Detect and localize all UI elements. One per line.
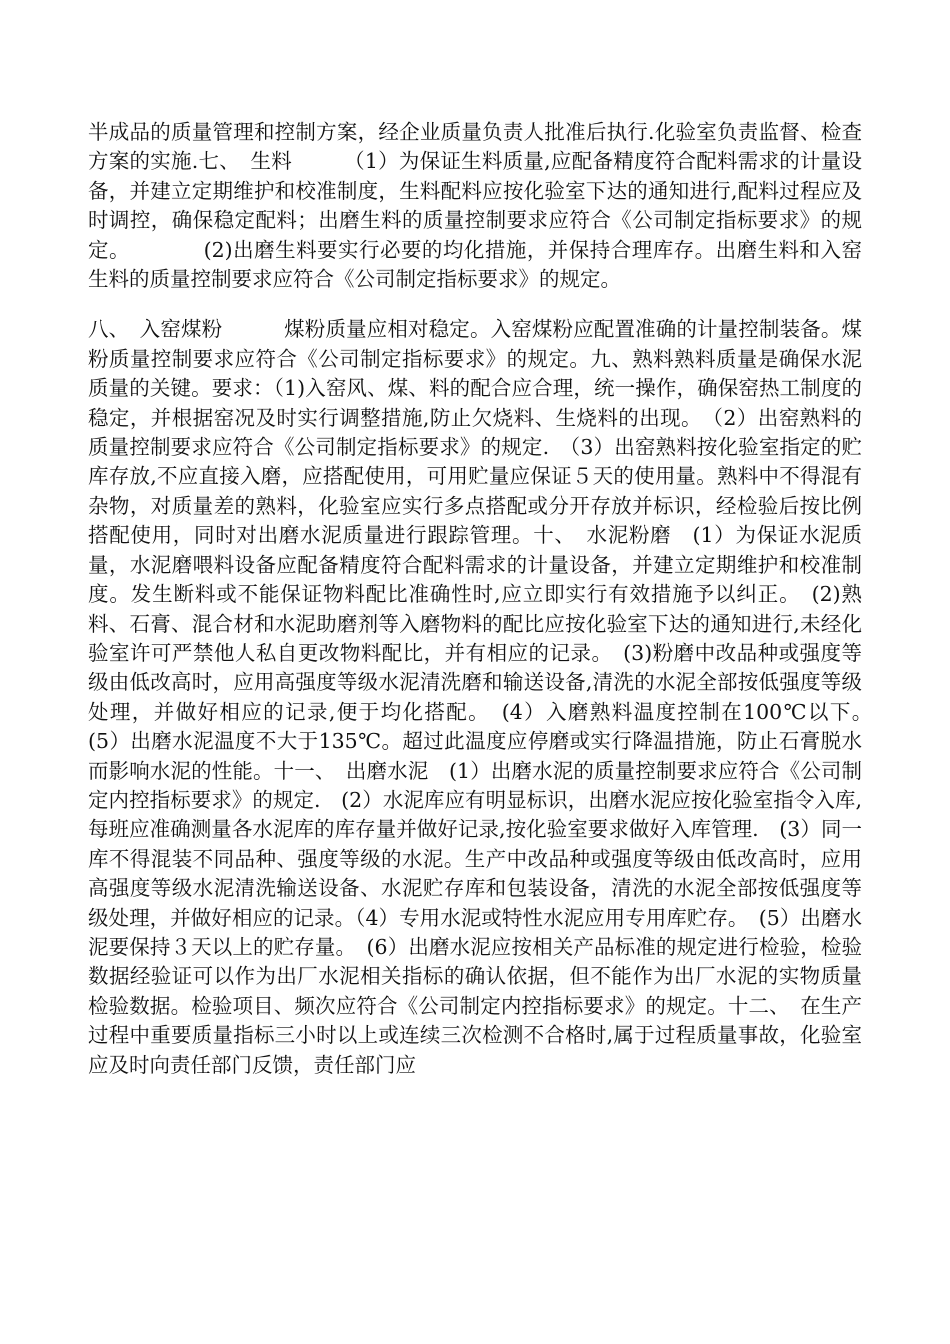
paragraph-raw-meal: 半成品的质量管理和控制方案，经企业质量负责人批准后执行.化验室负责监督、检查方案的实施.七、 生料 （1）为保证生料质量,应配备精度符合配料需求的计量设备，并建立定期维护和校准制度，生料配料应按化验室下达的通知进行,配料过程应及时调控，确保稳定配料；出磨生料的质量控制要求应符合《公司制定指标要求》的规定。 (2)出磨生料要实行必要的均化措施，并保持合理库存。出磨生料和入窑生料的质量控制要求应符合《公司制定指标要求》的规定。	[88, 120, 862, 292]
paragraph-coal-clinker-cement: 八、 入窑煤粉 煤粉质量应相对稳定。入窑煤粉应配置准确的计量控制装备。煤粉质量控制要求应符合《公司制定指标要求》的规定。九、熟料熟料质量是确保水泥质量的关键。要求：（1)入窑风、煤、料的配合应合理，统一操作，确保窑热工制度的稳定，并根据窑况及时实行调整措施,防止欠烧料、生烧料的出现。 （2）出窑熟料的质量控制要求应符合《公司制定指标要求》的规定. （3）出窑熟料按化验室指定的贮库存放,不应直接入磨，应搭配使用，可用贮量应保证５天的使用量。熟料中不得混有杂物，对质量差的熟料，化验室应实行多点搭配或分开存放并标识，经检验后按比例搭配使用，同时对出磨水泥质量进行跟踪管理。十、 水泥粉磨 (1）为保证水泥质量，水泥磨喂料设备应配备精度符合配料需求的计量设备，并建立定期维护和校准制度。发生断料或不能保证物料配比准确性时,应立即实行有效措施予以纠正。 (2)熟料、石膏、混合材和水泥助磨剂等入磨物料的配比应按化验室下达的通知进行,未经化验室许可严禁他人私自更改物料配比，并有相应的记录。 (3)粉磨中改品种或强度等级由低改高时，应用高强度等级水泥清洗磨和输送设备,清洗的水泥全部按低强度等级处理，并做好相应的记录,便于均化搭配。 (4）入磨熟料温度控制在100℃以下。 (5）出磨水泥温度不大于135℃。超过此温度应停磨或实行降温措施，防止石膏脱水而影响水泥的性能。十一、 出磨水泥 (1）出磨水泥的质量控制要求应符合《公司制定内控指标要求》的规定. (2）水泥库应有明显标识，出磨水泥应按化验室指令入库,每班应准确测量各水泥库的库存量并做好记录,按化验室要求做好入库管理. (3）同一库不得混装不同品种、强度等级的水泥。生产中改品种或强度等级由低改高时，应用高强度等级水泥清洗输送设备、水泥贮存库和包装设备，清洗的水泥全部按低强度等级处理，并做好相应的记录。（4）专用水泥或特性水泥应用专用库贮存。 (5）出磨水泥要保持３天以上的贮存量。 (6）出磨水泥应按相关产品标准的规定进行检验，检验数据经验证可以作为出厂水泥相关指标的确认依据，但不能作为出厂水泥的实物质量检验数据。检验项目、频次应符合《公司制定内控指标要求》的规定。十二、 在生产过程中重要质量指标三小时以上或连续三次检测不合格时,属于过程质量事故，化验室应及时向责任部门反馈，责任部门应	[88, 317, 883, 1077]
document-page	[88, 118, 883, 1101]
